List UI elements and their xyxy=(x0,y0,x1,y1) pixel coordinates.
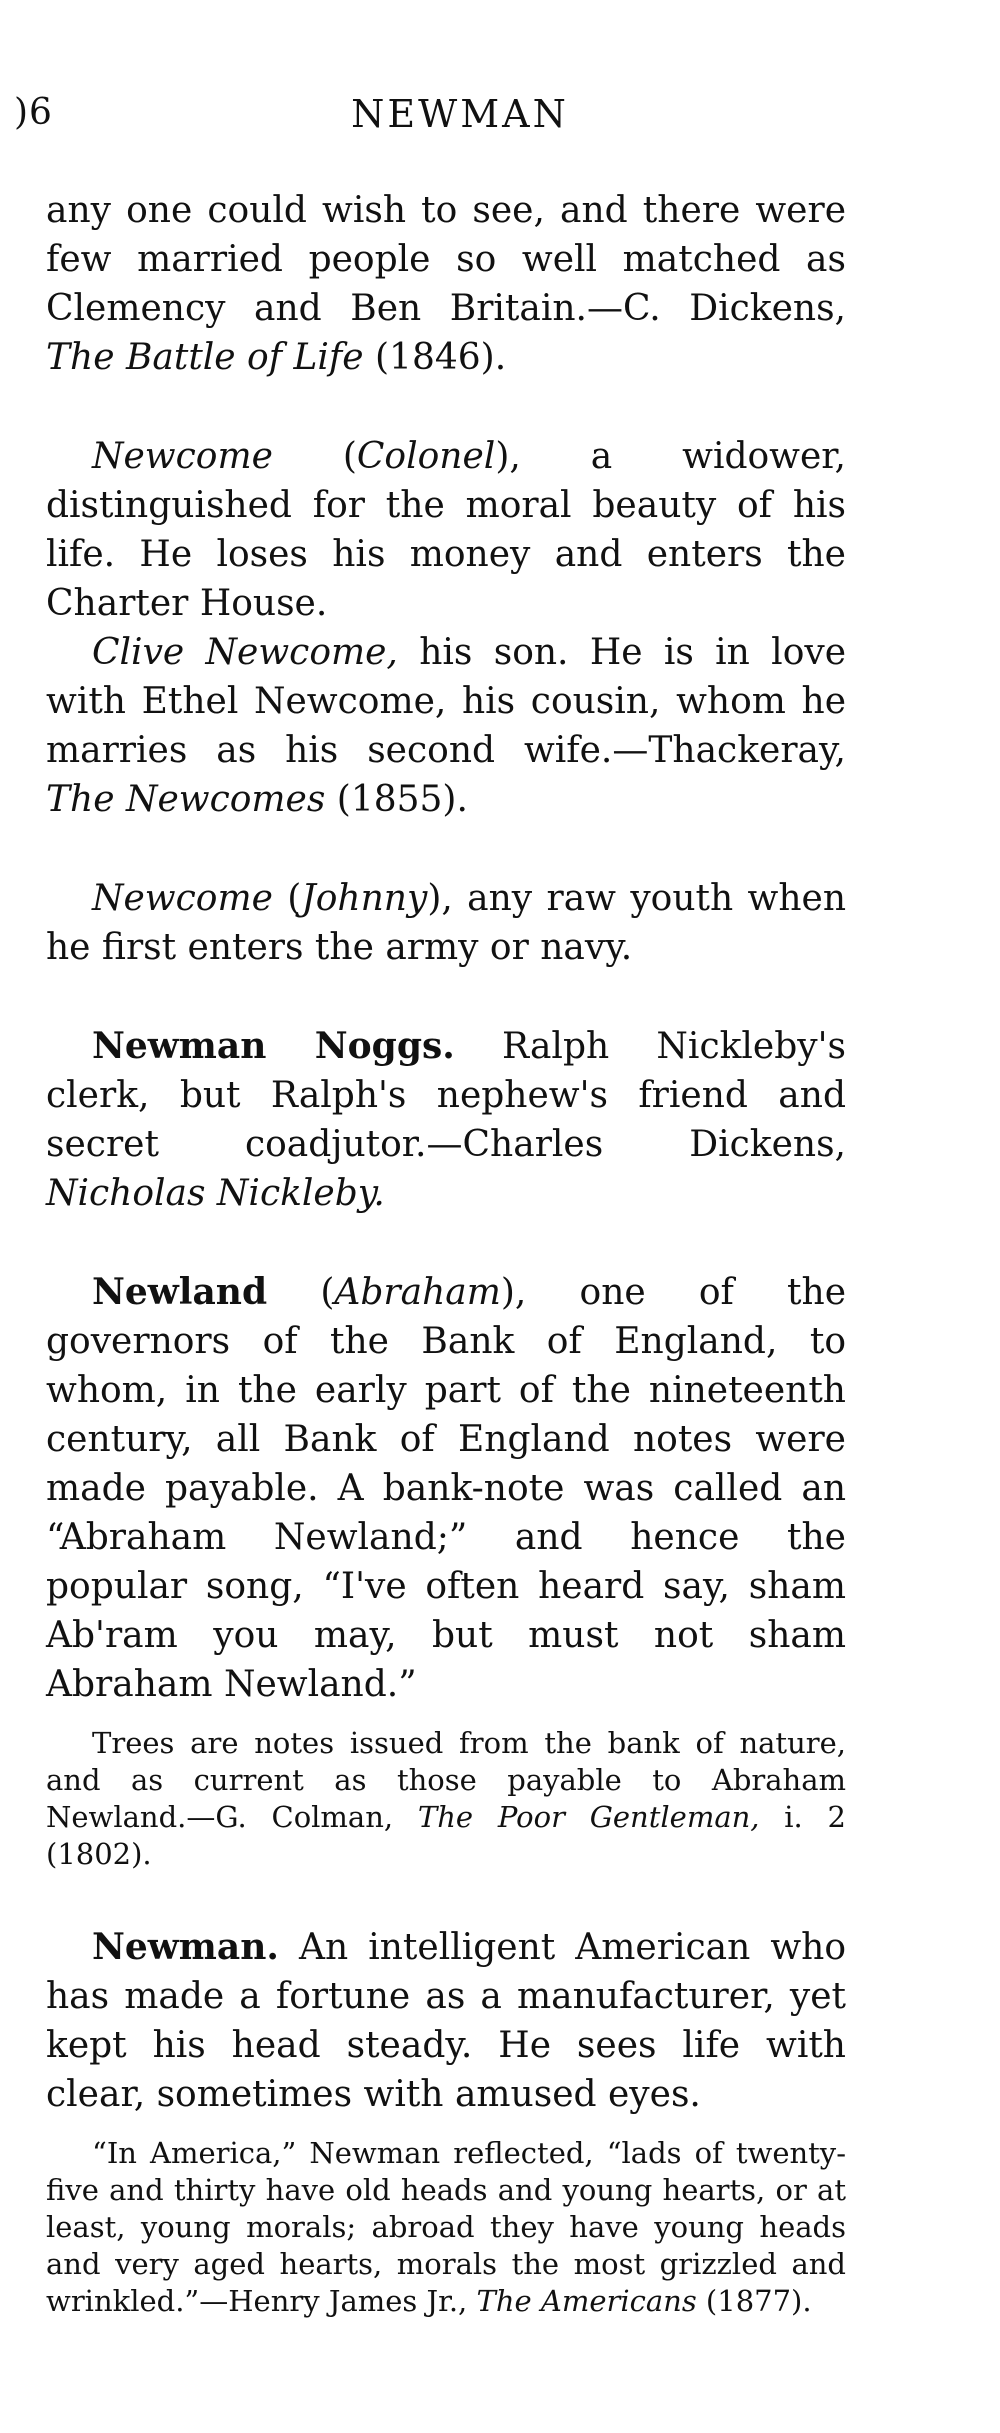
work-title: The Poor Gentleman, xyxy=(417,1800,760,1834)
quote-text: “In America,” Newman reflected, “lads of twenty-five and thirty have old heads and young hearts, or at least, young morals; abroad they have young heads and very aged hearts, morals the most grizzled and wrinkled.”—Henry James Jr., xyxy=(46,2136,846,2318)
newland-quotation xyxy=(46,1725,846,1873)
entry-headword: Newman. xyxy=(92,1926,279,1968)
entry-qualifier: Colonel xyxy=(356,436,496,477)
entry-text: his son. He is in love with Ethel Newcome, his cousin, whom he marries as his second wife.—Thackeray, xyxy=(46,632,847,771)
entry-clive-newcome xyxy=(46,628,846,824)
work-title: Nicholas Nickleby. xyxy=(46,1173,385,1214)
entry-text: Ralph Nickleby's clerk, but Ralph's nephew's friend and secret coadjutor.—Charles Dickens, xyxy=(46,1026,846,1165)
paren: ( xyxy=(272,878,302,919)
work-title: The Newcomes xyxy=(46,779,326,820)
page-body xyxy=(46,186,846,2320)
quote-reference: i. 2 (1802). xyxy=(46,1800,846,1871)
entry-britain-continuation xyxy=(46,186,846,382)
quote-text: Trees are notes issued from the bank of nature, and as current as those payable to Abraham Newland.—G. Colman, xyxy=(46,1726,846,1834)
work-title: The Americans xyxy=(476,2284,697,2318)
running-head: NEWMAN xyxy=(351,92,569,136)
entry-text: any one could wish to see, and there were few married people so well matched as Clemency and Ben Britain.—C. Dickens, xyxy=(46,190,846,329)
entry-newcome-johnny xyxy=(46,874,846,972)
entry-headword: Newland xyxy=(92,1271,268,1313)
work-year: (1855). xyxy=(325,779,468,820)
paren: ( xyxy=(267,1272,335,1313)
entry-newman xyxy=(46,1923,846,2119)
entry-text: ), a widower, distinguished for the moral beauty of his life. He loses his money and enters the Charter House. xyxy=(46,436,846,624)
entry-qualifier: Abraham xyxy=(334,1272,501,1313)
entry-text: An intelligent American who has made a fortune as a manufacturer, yet kept his head steady. He sees life with clear, sometimes with amused eyes. xyxy=(46,1927,846,2115)
entry-newland xyxy=(46,1268,846,1709)
work-year: (1877). xyxy=(696,2284,812,2318)
entry-headword: Newcome xyxy=(92,878,273,919)
entry-headword: Newman Noggs. xyxy=(92,1025,455,1067)
page-header xyxy=(0,92,1000,152)
entry-newcome-colonel xyxy=(46,432,846,628)
entry-newman-noggs xyxy=(46,1022,846,1218)
newman-quotation xyxy=(46,2135,846,2320)
paren: ( xyxy=(272,436,357,477)
entry-headword: Newcome xyxy=(92,436,273,477)
entry-headword: Clive Newcome, xyxy=(92,632,398,673)
entry-text: ), any raw youth when he first enters the army or navy. xyxy=(46,878,846,968)
entry-qualifier: Johnny xyxy=(301,878,428,919)
page-number: )6 xyxy=(14,92,53,133)
work-year: (1846). xyxy=(363,337,507,378)
work-title: The Battle of Life xyxy=(46,337,364,378)
entry-text: ), one of the governors of the Bank of England, to whom, in the early part of the nineteenth century, all Bank of England notes were made payable. A bank-note was called an “Abraham Newland;” and hence the popular song, “I've often heard say, sham Ab'ram you may, but must not sham Abraham Newland.” xyxy=(46,1272,846,1705)
